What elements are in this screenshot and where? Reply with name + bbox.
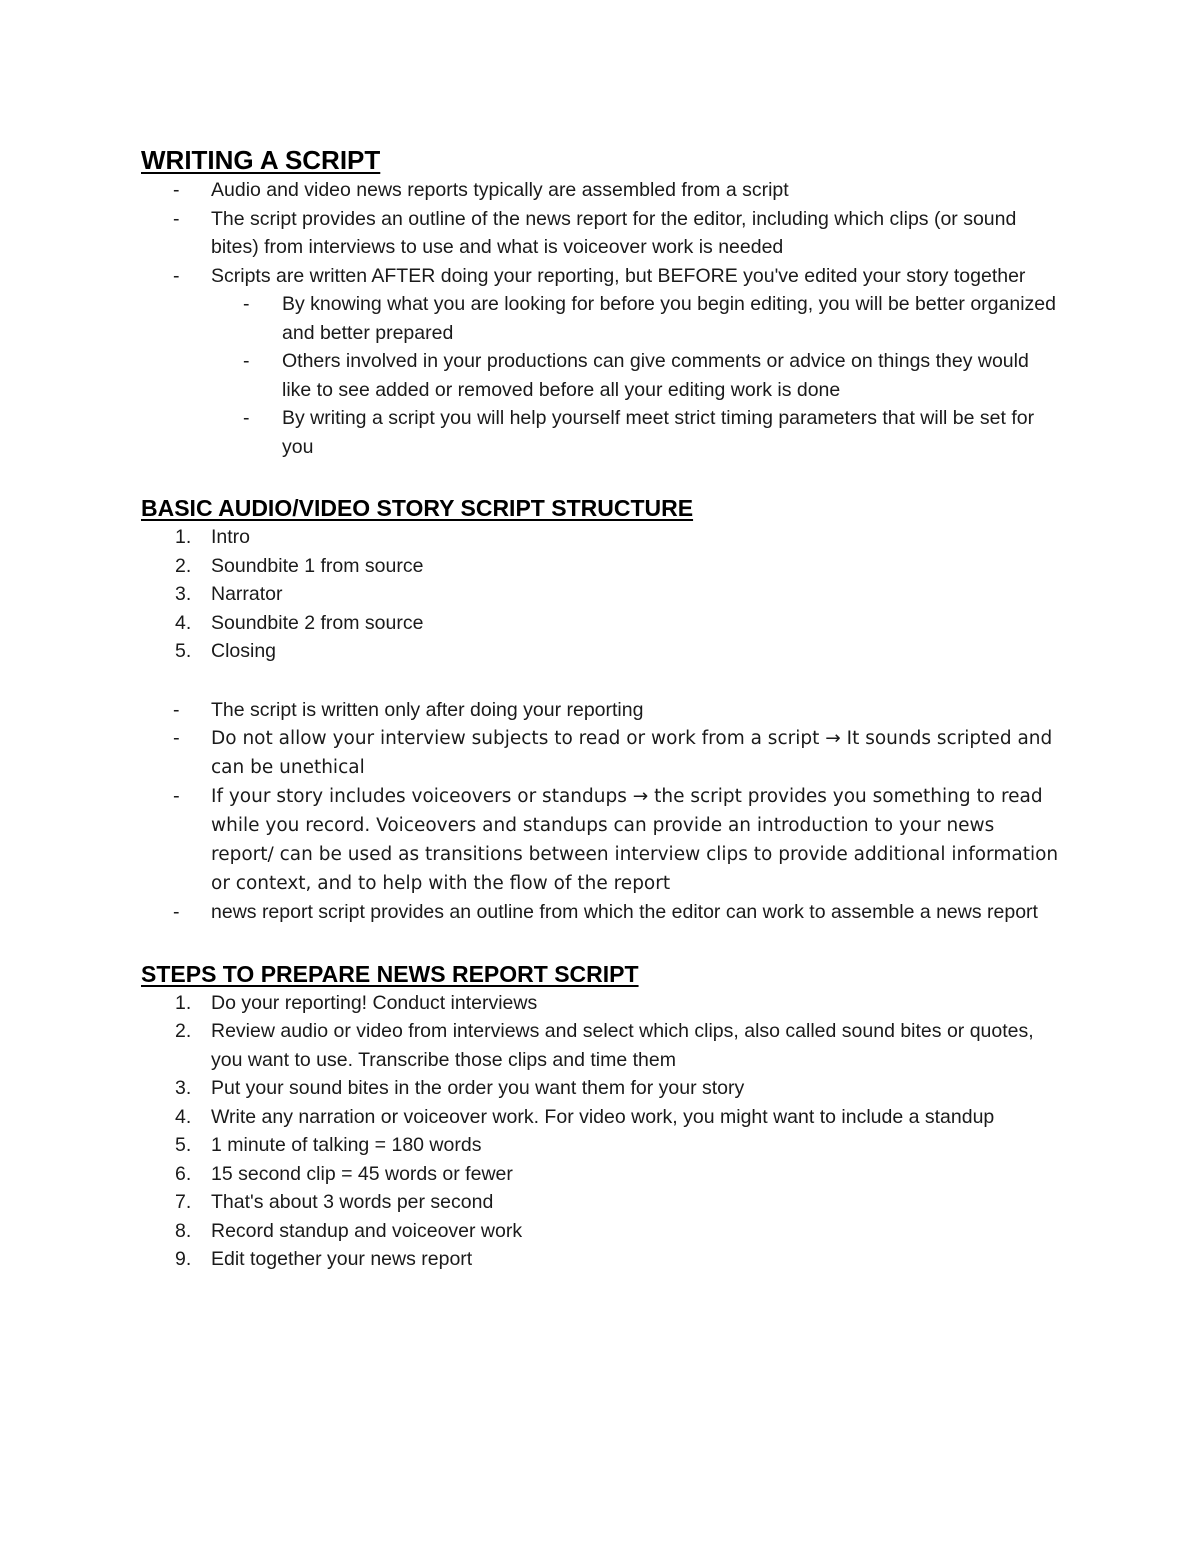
item-number: 1. [175, 526, 192, 548]
list-item [141, 696, 1061, 725]
numbered-item [141, 1074, 1061, 1103]
numbered-item [141, 1103, 1061, 1132]
list-item-text: Soundbite 2 from source [211, 611, 424, 634]
item-number: 3. [175, 583, 192, 605]
item-number: 2. [175, 1020, 192, 1042]
list-item-text: Edit together your news report [211, 1248, 473, 1270]
item-number: 9. [175, 1248, 192, 1270]
section1-bullet-list [141, 176, 1061, 461]
list-item-text: If your story includes voiceovers or standups → the script provides you something to read while you record. Voiceovers and standups can provide an introduction to your news report/ can be used as transitions between interview clips to provide additional information or context, and to help with the flow of the report [211, 786, 1059, 894]
numbered-item [141, 1217, 1061, 1246]
numbered-item [141, 1160, 1061, 1189]
list-item-text: The script provides an outline of the news report for the editor, including which clips (or sound bites) from interviews to use and what is voiceover work is needed [211, 207, 1017, 258]
item-number: 5. [175, 640, 192, 662]
list-item-text: Audio and video news reports typically are assembled from a script [211, 179, 789, 201]
list-item-text: news report script provides an outline from which the editor can work to assemble a news report [211, 901, 1038, 923]
item-number: 1. [175, 991, 192, 1014]
list-item [141, 724, 1061, 782]
list-item-text: 1 minute of talking = 180 words [211, 1134, 482, 1156]
item-number: 8. [175, 1219, 192, 1242]
bullet-marker: - [173, 901, 180, 923]
item-number: 4. [175, 1105, 192, 1128]
section-heading-writing-a-script: WRITING A SCRIPT [141, 145, 381, 175]
list-item-text: By knowing what you are looking for before you begin editing, you will be better organized and better prepared [282, 293, 1056, 344]
list-item [141, 782, 1061, 898]
list-item-text: Write any narration or voiceover work. For video work, you might want to include a standup [211, 1105, 995, 1128]
bullet-marker: - [173, 698, 180, 721]
item-number: 4. [175, 611, 192, 634]
numbered-item [141, 1245, 1061, 1274]
document-content [141, 144, 1061, 1274]
list-item-text: Record standup and voiceover work [211, 1219, 523, 1242]
section2-numbered-list [141, 523, 1061, 666]
list-item-text: By writing a script you will help yourself meet strict timing parameters that will be set for you [282, 407, 1035, 458]
bullet-marker: - [173, 786, 180, 807]
bullet-marker: - [173, 264, 180, 287]
section2-bullet-list [141, 696, 1061, 927]
nested-bullet-list [211, 290, 1061, 461]
list-item-text: Others involved in your productions can give comments or advice on things they would like to see added or removed before all your editing work is done [282, 350, 1029, 401]
section3-numbered-list [141, 989, 1061, 1274]
section-heading-script-structure: BASIC AUDIO/VIDEO STORY SCRIPT STRUCTURE [141, 495, 694, 521]
list-item-text: Closing [211, 640, 277, 662]
list-item [141, 205, 1061, 262]
numbered-item [141, 989, 1061, 1018]
item-number: 6. [175, 1162, 192, 1185]
item-number: 2. [175, 554, 192, 577]
numbered-item [141, 637, 1061, 666]
numbered-item [141, 1131, 1061, 1160]
list-item [141, 898, 1061, 927]
numbered-item [141, 580, 1061, 609]
list-item-text: The script is written only after doing your reporting [211, 698, 644, 721]
bullet-marker: - [243, 350, 250, 372]
list-item [141, 176, 1061, 205]
list-item-text: Do not allow your interview subjects to read or work from a script → It sounds scripted and can be unethical [211, 728, 1053, 778]
item-number: 5. [175, 1134, 192, 1156]
bullet-marker: - [173, 728, 180, 749]
numbered-item [141, 552, 1061, 581]
numbered-item [141, 523, 1061, 552]
bullet-marker: - [243, 293, 250, 315]
list-item-text: 15 second clip = 45 words or fewer [211, 1162, 513, 1185]
numbered-item [141, 1188, 1061, 1217]
list-item-text: Intro [211, 526, 251, 548]
numbered-item [141, 609, 1061, 638]
list-item-text: Do your reporting! Conduct interviews [211, 991, 538, 1014]
nested-list-item [211, 347, 1061, 404]
bullet-marker: - [243, 407, 250, 429]
bullet-marker: - [173, 207, 180, 230]
list-item-text: Soundbite 1 from source [211, 554, 424, 577]
list-item-text: Put your sound bites in the order you want them for your story [211, 1077, 745, 1099]
numbered-item [141, 1017, 1061, 1074]
list-item-text: That's about 3 words per second [211, 1191, 494, 1213]
list-item-text: Scripts are written AFTER doing your reporting, but BEFORE you've edited your story together [211, 264, 1026, 287]
list-item-text: Narrator [211, 583, 283, 605]
bullet-marker: - [173, 179, 180, 201]
nested-list-item [211, 290, 1061, 347]
item-number: 3. [175, 1077, 192, 1099]
list-item-text: Review audio or video from interviews and select which clips, also called sound bites or quotes, you want to use. Transcribe those clips and time them [211, 1020, 1034, 1071]
nested-list-item [211, 404, 1061, 461]
item-number: 7. [175, 1191, 192, 1213]
list-item [141, 262, 1061, 462]
section-heading-steps-to-prepare: STEPS TO PREPARE NEWS REPORT SCRIPT [141, 960, 639, 987]
